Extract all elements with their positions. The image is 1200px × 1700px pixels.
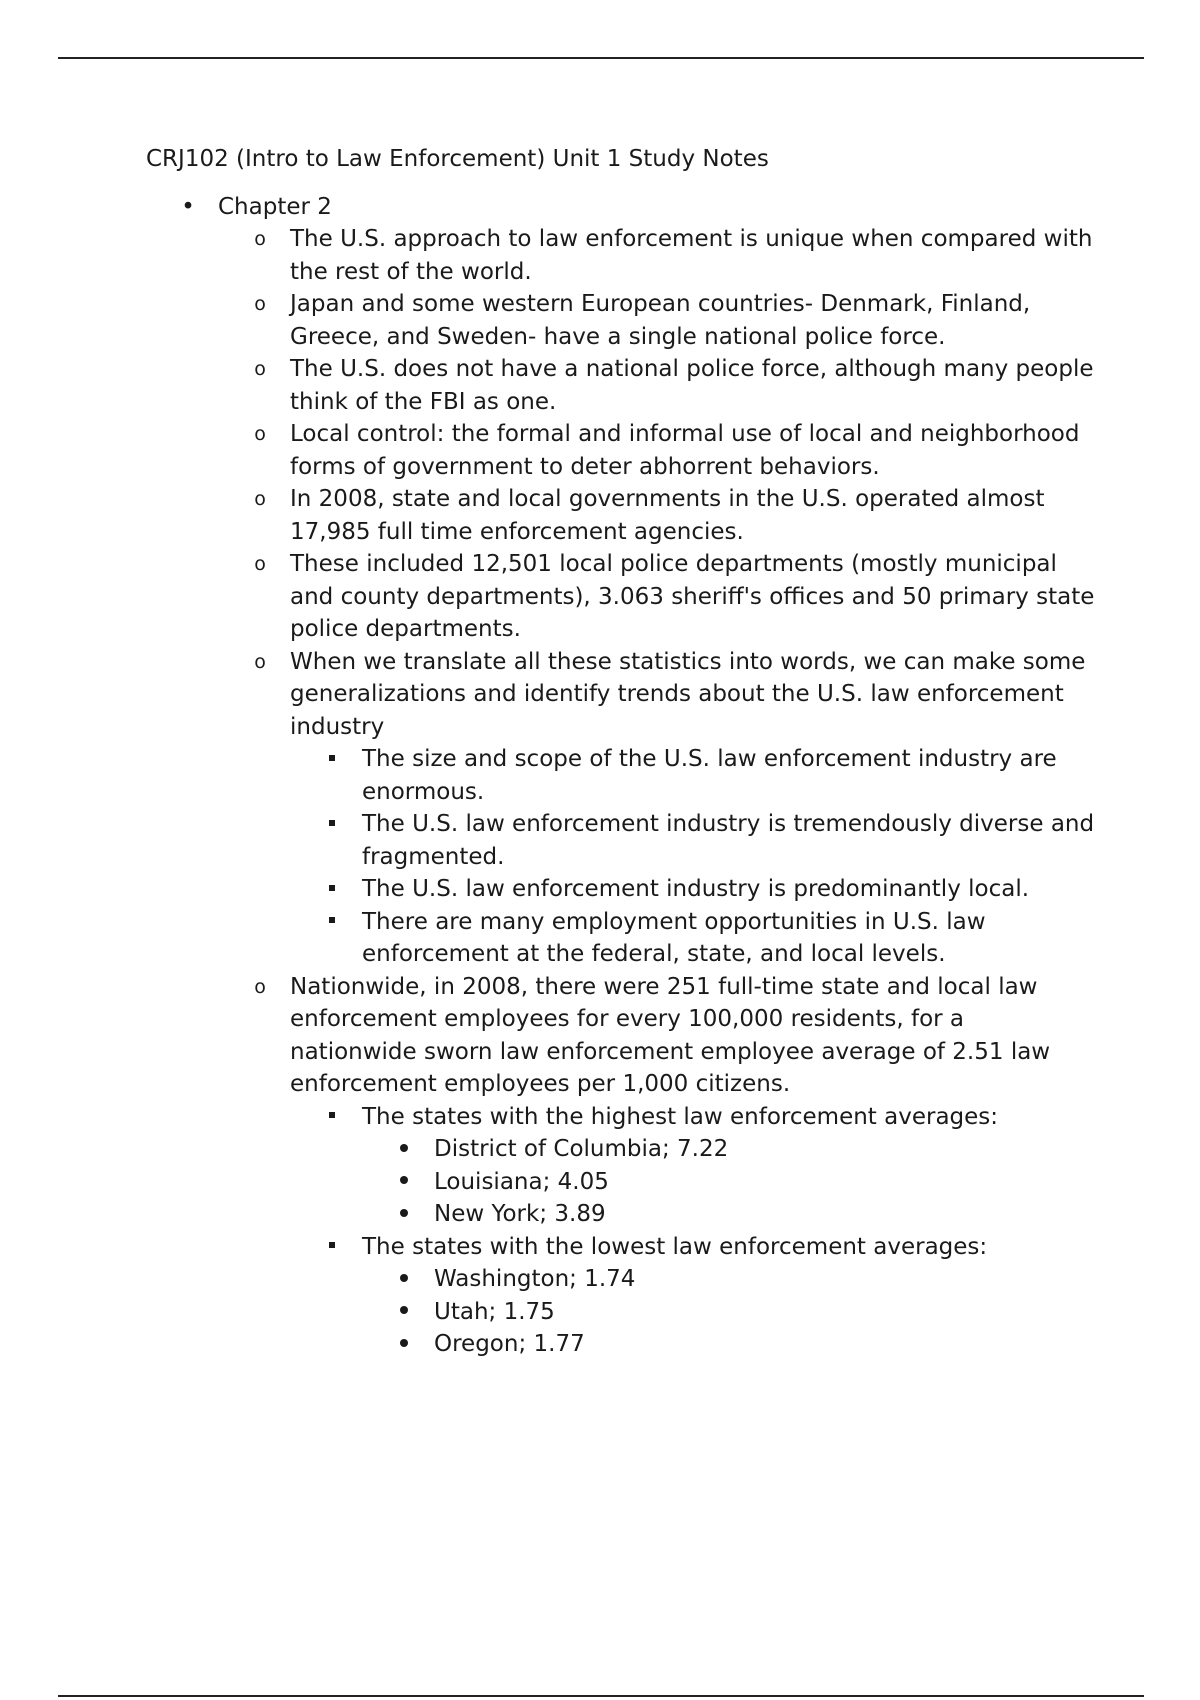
- dot-bullet-icon: [394, 1198, 414, 1231]
- list-item: [146, 1231, 1096, 1361]
- state-text: Oregon; 1.77: [434, 1331, 585, 1357]
- circle-bullet-icon: o: [254, 358, 266, 380]
- list-item: [146, 288, 1096, 353]
- point-text: The U.S. approach to law enforcement is unique when compared with the rest of the world.: [290, 226, 1093, 285]
- state-text: New York; 3.89: [434, 1201, 606, 1227]
- point-text: In 2008, state and local governments in the U.S. operated almost 17,985 full time enforcement agencies.: [290, 486, 1045, 545]
- point-text: Local control: the formal and informal use of local and neighborhood forms of government to deter abhorrent behaviors.: [290, 421, 1080, 480]
- circle-bullet-icon: o: [254, 293, 266, 315]
- bottom-rule: [58, 1695, 1144, 1697]
- square-bullet-icon: [322, 906, 342, 939]
- dot-bullet-icon: [394, 1133, 414, 1166]
- trend-text: The size and scope of the U.S. law enforcement industry are enormous.: [362, 746, 1057, 805]
- square-bullet-icon: [322, 743, 342, 776]
- circle-bullet-icon: o: [254, 553, 266, 575]
- chapter-label: Chapter 2: [218, 193, 332, 220]
- list-item: [146, 1328, 1096, 1361]
- point-text: When we translate all these statistics into words, we can make some generalizations and identify trends about the U.S. law enforcement industry: [290, 648, 1086, 740]
- point-text: Nationwide, in 2008, there were 251 full-time state and local law enforcement employees for every 100,000 residents, for a nationwide sworn law enforcement employee average of 2.51 law enforcement employees per 1,000 citizens.: [290, 973, 1051, 1097]
- list-item: [146, 873, 1096, 906]
- list-item: [146, 1296, 1096, 1329]
- points-list: [146, 223, 1096, 1361]
- trend-text: The U.S. law enforcement industry is predominantly local.: [362, 876, 1030, 902]
- square-bullet-icon: [322, 873, 342, 906]
- list-item: [146, 353, 1096, 418]
- list-item: [146, 971, 1096, 1361]
- trend-text: The U.S. law enforcement industry is tremendously diverse and fragmented.: [362, 811, 1095, 870]
- top-rule: [58, 57, 1144, 59]
- trend-text: There are many employment opportunities in U.S. law enforcement at the federal, state, and local levels.: [362, 908, 986, 967]
- lowest-states-list: [146, 1263, 1096, 1361]
- list-item: [146, 1198, 1096, 1231]
- list-item: [146, 906, 1096, 971]
- lowest-heading: The states with the lowest law enforcement averages:: [362, 1233, 988, 1260]
- trends-list: [146, 743, 1096, 971]
- document-body: [146, 143, 1096, 1361]
- state-text: Utah; 1.75: [434, 1298, 555, 1325]
- bullet-icon: •: [181, 193, 195, 220]
- highest-heading: The states with the highest law enforcement averages:: [362, 1103, 999, 1130]
- document-title: CRJ102 (Intro to Law Enforcement) Unit 1 Study Notes: [146, 146, 769, 172]
- list-item: [146, 223, 1096, 288]
- dot-bullet-icon: [394, 1263, 414, 1296]
- square-bullet-icon: [322, 1231, 342, 1264]
- averages-list: [146, 1101, 1096, 1361]
- highest-states-list: [146, 1133, 1096, 1231]
- state-text: District of Columbia; 7.22: [434, 1136, 729, 1162]
- list-item: [146, 1101, 1096, 1231]
- list-item: [146, 1263, 1096, 1296]
- list-item: [146, 418, 1096, 483]
- state-text: Louisiana; 4.05: [434, 1168, 609, 1195]
- dot-bullet-icon: [394, 1166, 414, 1199]
- square-bullet-icon: [322, 1101, 342, 1134]
- chapter-list: [146, 191, 1096, 1361]
- list-item: [146, 808, 1096, 873]
- list-item: [146, 1166, 1096, 1199]
- list-item: [146, 548, 1096, 646]
- circle-bullet-icon: o: [254, 488, 266, 510]
- list-item: [146, 646, 1096, 971]
- dot-bullet-icon: [394, 1296, 414, 1329]
- dot-bullet-icon: [394, 1328, 414, 1361]
- list-item: [146, 483, 1096, 548]
- list-item: [146, 1133, 1096, 1166]
- list-item: [146, 743, 1096, 808]
- circle-bullet-icon: o: [254, 650, 266, 673]
- circle-bullet-icon: o: [254, 423, 266, 445]
- point-text: The U.S. does not have a national police force, although many people think of the FBI as one.: [290, 356, 1094, 415]
- state-text: Washington; 1.74: [434, 1266, 636, 1292]
- point-text: These included 12,501 local police departments (mostly municipal and county departments), 3.063 sheriff's offices and 50 primary state police departments.: [290, 551, 1095, 642]
- circle-bullet-icon: o: [254, 975, 266, 998]
- circle-bullet-icon: o: [254, 228, 266, 250]
- point-text: Japan and some western European countries- Denmark, Finland, Greece, and Sweden- have a single national police force.: [290, 291, 1031, 350]
- square-bullet-icon: [322, 808, 342, 841]
- chapter-item: [146, 191, 1096, 1361]
